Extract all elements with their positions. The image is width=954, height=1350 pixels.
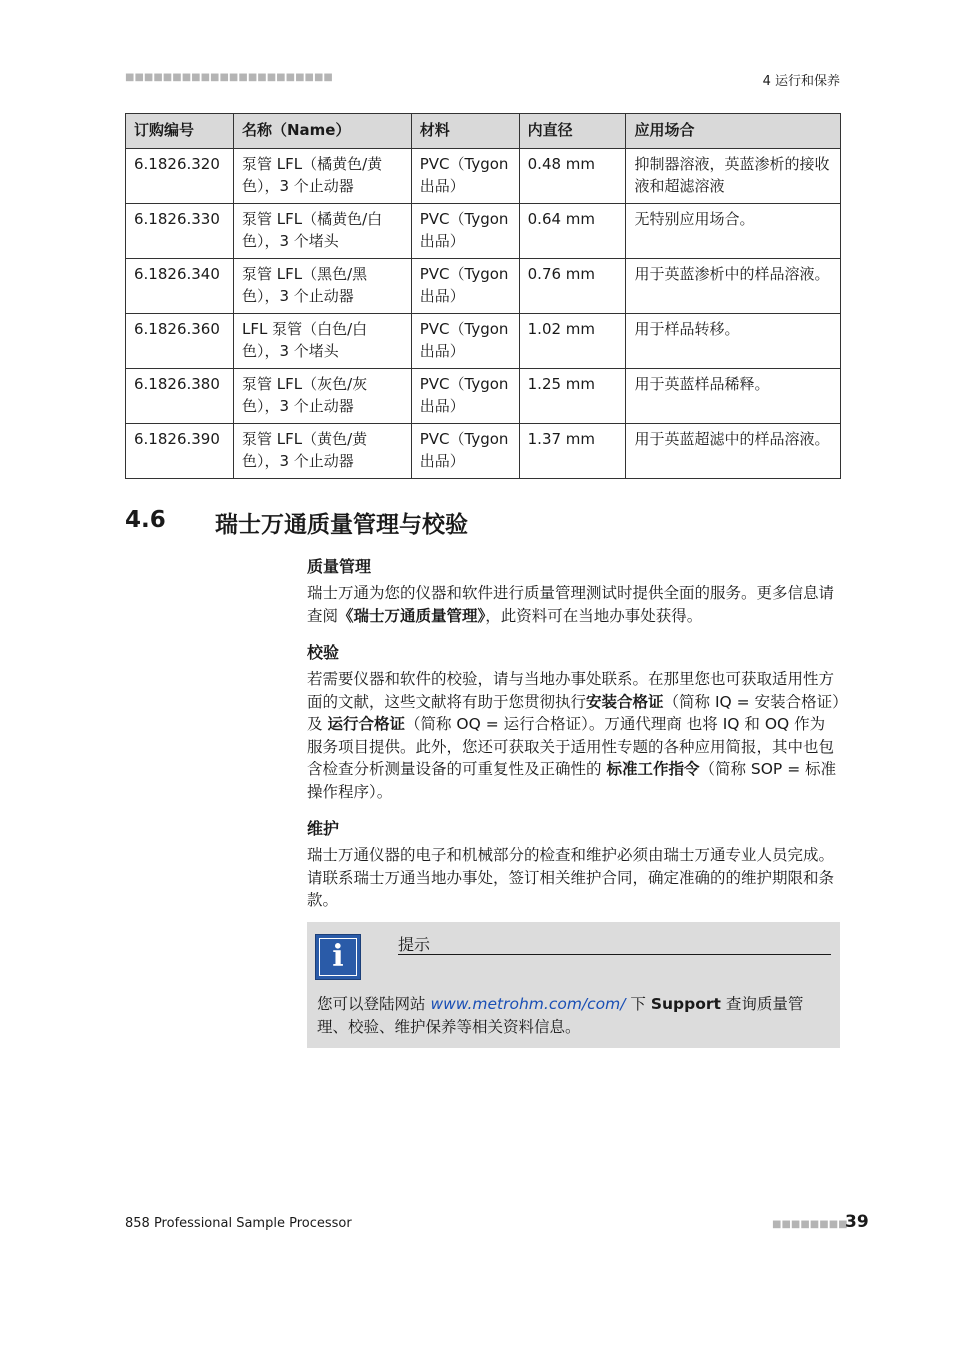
table-row — [126, 204, 841, 259]
sop-term: 标准工作指令 — [606, 760, 700, 778]
validation-paragraph — [307, 668, 840, 803]
material-cell: PVC（Tygon 出品） — [411, 259, 519, 314]
application-cell: 用于样品转移。 — [626, 314, 841, 369]
inner-diameter-cell: 1.25 mm — [519, 369, 626, 424]
paragraph-text: ，此资料可在当地办事处获得。 — [485, 606, 703, 625]
paragraph-text: （简称 SOP = 标准操作程序）。 — [307, 760, 837, 801]
column-header: 材料 — [411, 114, 519, 149]
footer-product-name: 858 Professional Sample Processor — [125, 1216, 352, 1231]
material-cell: PVC（Tygon 出品） — [411, 314, 519, 369]
paragraph-text: （简称 OQ = 运行合格证）。万通代理商 也将 IQ 和 OQ 作为服务项目提供。此外，您还可获取关于适用性专题的各种应用简报，其中也包含检查分析测量设备的可重复性及正确性的 — [307, 715, 835, 778]
order-number-cell: 6.1826.340 — [126, 259, 234, 314]
paragraph-text: （简称 IQ = 安装合格证）及 — [307, 692, 840, 733]
note-text-part: 查询质量管理、校验、维护保养等相关资料信息。 — [317, 995, 804, 1036]
order-number-cell: 6.1826.390 — [126, 424, 234, 479]
maintenance-heading: 维护 — [307, 819, 340, 838]
quality-management-heading: 质量管理 — [307, 557, 372, 576]
header-decoration: ■■■■■■■■■■■■■■■■■■■■■■ — [125, 72, 333, 83]
inner-diameter-cell: 1.02 mm — [519, 314, 626, 369]
maintenance-paragraph: 瑞士万通仪器的电子和机械部分的检查和维护必须由瑞士万通专业人员完成。请联系瑞士万通当地办事处，签订相关维护合同，确定准确的的维护期限和条款。 — [307, 846, 835, 909]
info-icon-glyph: i — [319, 938, 357, 976]
column-header: 应用场合 — [626, 114, 841, 149]
note-box — [307, 922, 840, 1048]
note-title: 提示 — [398, 935, 431, 954]
table-row — [126, 259, 841, 314]
inner-diameter-cell: 0.48 mm — [519, 149, 626, 204]
section-title: 瑞士万通质量管理与校验 — [215, 512, 468, 538]
table-row — [126, 369, 841, 424]
material-cell: PVC（Tygon 出品） — [411, 369, 519, 424]
application-cell: 用于英蓝超滤中的样品溶液。 — [626, 424, 841, 479]
column-header: 内直径 — [519, 114, 626, 149]
name-cell: 泵管 LFL（黑色/黑色），3 个止动器 — [233, 259, 411, 314]
column-header: 订购编号 — [126, 114, 234, 149]
section-number: 4.6 — [125, 507, 166, 533]
paragraph-text: 瑞士万通为您的仪器和软件进行质量管理测试时提供全面的服务。更多信息请查阅 — [307, 584, 835, 625]
name-cell: 泵管 LFL（橘黄色/黄色），3 个止动器 — [233, 149, 411, 204]
quality-management-paragraph — [307, 582, 840, 627]
name-cell: 泵管 LFL（灰色/灰色），3 个止动器 — [233, 369, 411, 424]
material-cell: PVC（Tygon 出品） — [411, 204, 519, 259]
note-text-part: 您可以登陆网站 — [317, 995, 431, 1013]
note-text — [317, 993, 827, 1038]
table-header-row — [126, 114, 841, 149]
application-cell: 无特别应用场合。 — [626, 204, 841, 259]
name-cell: 泵管 LFL（橘黄色/白色），3 个堵头 — [233, 204, 411, 259]
quality-management-block — [307, 556, 840, 627]
order-number-cell: 6.1826.380 — [126, 369, 234, 424]
pump-tubing-table — [125, 113, 841, 479]
application-cell: 用于英蓝渗析中的样品溶液。 — [626, 259, 841, 314]
document-title-reference: 《瑞士万通质量管理》 — [338, 606, 486, 625]
order-number-cell: 6.1826.320 — [126, 149, 234, 204]
name-cell: 泵管 LFL（黄色/黄色），3 个止动器 — [233, 424, 411, 479]
material-cell: PVC（Tygon 出品） — [411, 424, 519, 479]
table-row — [126, 424, 841, 479]
order-number-cell: 6.1826.330 — [126, 204, 234, 259]
maintenance-block — [307, 818, 840, 912]
iq-term: 安装合格证 — [586, 692, 664, 711]
application-cell: 抑制器溶液，英蓝渗析的接收液和超滤溶液 — [626, 149, 841, 204]
material-cell: PVC（Tygon 出品） — [411, 149, 519, 204]
application-cell: 用于英蓝样品稀释。 — [626, 369, 841, 424]
order-number-cell: 6.1826.360 — [126, 314, 234, 369]
column-header: 名称（Name） — [233, 114, 411, 149]
inner-diameter-cell: 0.64 mm — [519, 204, 626, 259]
table-row — [126, 314, 841, 369]
oq-term: 运行合格证 — [327, 715, 405, 733]
validation-heading: 校验 — [307, 643, 340, 662]
info-icon — [315, 934, 361, 980]
name-cell: LFL 泵管（白色/白色），3 个堵头 — [233, 314, 411, 369]
support-term: Support — [650, 995, 721, 1013]
inner-diameter-cell: 0.76 mm — [519, 259, 626, 314]
validation-block — [307, 642, 840, 803]
paragraph-text: 若需要仪器和软件的校验，请与当地办事处联系。在那里您也可获取适用性方面的文献，这些文献将有助于您贯彻执行 — [307, 670, 835, 711]
header-chapter-title: 4 运行和保养 — [762, 74, 840, 89]
page-number: 39 — [845, 1212, 869, 1232]
website-link[interactable]: www.metrohm.com/com/ — [430, 995, 626, 1013]
footer-decoration: ■■■■■■■■ — [772, 1219, 848, 1230]
inner-diameter-cell: 1.37 mm — [519, 424, 626, 479]
note-text-part: 下 — [625, 995, 651, 1013]
note-divider — [398, 954, 831, 955]
table-row — [126, 149, 841, 204]
